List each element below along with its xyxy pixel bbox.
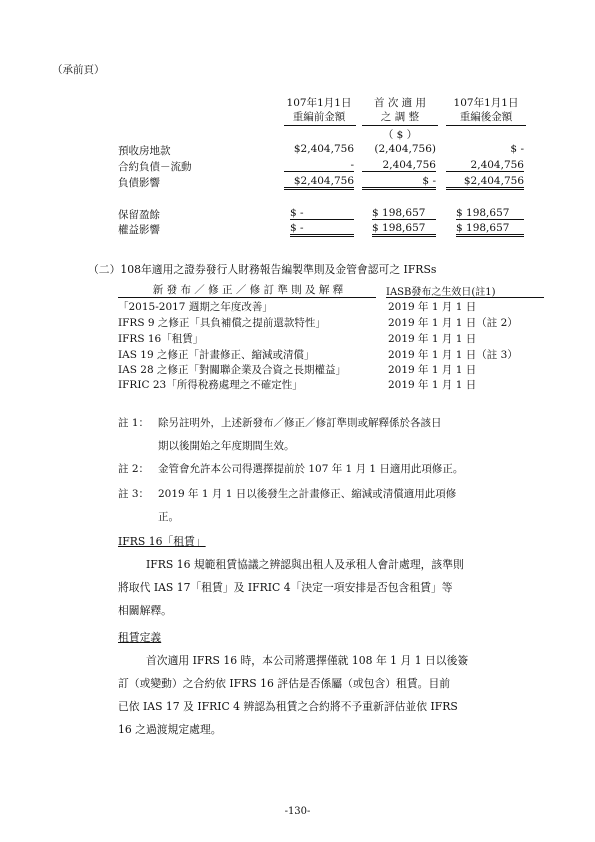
standard-date: 2019 年 1 月 1 日 [388, 364, 477, 376]
row-c1: $2,404,756 [284, 175, 354, 190]
col3-header-line1: 107年1月1日 [453, 97, 519, 109]
standard-date: 2019 年 1 月 1 日（註 3） [388, 349, 518, 361]
row-label: 保留盈餘 [118, 209, 160, 221]
standards-header-col1: 新 發 布 ／ 修 正 ／ 修 訂 準 則 及 解 釋 [152, 284, 344, 296]
row-c3: $ 198,657 [456, 207, 524, 220]
row-c3: $2,404,756 [446, 175, 524, 190]
col3-header [446, 96, 526, 124]
standard-name: IAS 28 之修正「對關聯企業及合資之長期權益」 [118, 364, 346, 376]
row-c3: $ - [510, 143, 524, 155]
row-c2: 2,404,756 [362, 159, 436, 172]
col1-header-line1: 107年1月1日 [286, 97, 352, 109]
row-c2: $ 198,657 [372, 222, 436, 237]
col2-header-line2: 之 調 整 [380, 111, 420, 123]
row-c1: $ - [290, 222, 354, 237]
standards-header-rule2 [386, 297, 544, 298]
standards-header-col2: IASB發布之生效日(註1) [386, 287, 496, 298]
note-2-text: 金管會允許本公司得選擇提前於 107 年 1 月 1 日適用此項修正。 [158, 463, 464, 475]
row-c1: - [284, 159, 354, 172]
row-c2: $ - [362, 175, 436, 190]
col2-header-rule [362, 125, 438, 126]
ifrs16-heading: IFRS 16「租賃」 [118, 535, 206, 548]
col2-header-line1: 首 次 適 用 [373, 97, 426, 109]
col1-header [284, 96, 354, 124]
lease-definition-heading: 租賃定義 [118, 631, 162, 644]
standard-name: IFRIC 23「所得稅務處理之不確定性」 [118, 379, 303, 391]
standard-date: 2019 年 1 月 1 日 [388, 301, 477, 313]
standard-name: IAS 19 之修正「計畫修正、縮減或清償」 [118, 349, 315, 361]
standards-header-rule1 [118, 297, 376, 298]
row-c1: $ - [290, 207, 354, 220]
col3-header-rule [446, 125, 526, 126]
standard-date: 2019 年 1 月 1 日（註 2） [388, 317, 518, 329]
section-heading: （二）108年適用之證券發行人財務報告編製準則及金管會認可之 IFRSs [88, 263, 437, 276]
col1-header-line2: 重編前金額 [292, 111, 346, 123]
note-1-label: 註 1： [118, 417, 150, 429]
standard-name: IFRS 9 之修正「具負補償之提前還款特性」 [118, 317, 326, 329]
col2-currency: （ $ ） [382, 129, 418, 141]
ifrs16-line1: IFRS 16 規範租賃協議之辨認與出租人及承租人會計處理，該準則 [146, 558, 464, 571]
lease-def-line3: 已依 IAS 17 及 IFRIC 4 辨認為租賃之合約將不予重新評估並依 IFRS [118, 700, 458, 713]
note-2-label: 註 2： [118, 463, 150, 475]
note-3-label: 註 3： [118, 488, 150, 500]
row-label: 合約負債－流動 [118, 161, 192, 173]
col1-header-rule [284, 125, 356, 126]
row-c3: $ 198,657 [456, 222, 524, 237]
ifrs16-line2: 將取代 IAS 17「租賃」及 IFRIC 4「決定一項安排是否包含租賃」等 [118, 581, 453, 594]
standard-name: 「2015-2017 週期之年度改善」 [118, 301, 273, 313]
standard-date: 2019 年 1 月 1 日 [388, 333, 477, 345]
continued-label: （承前頁） [52, 64, 105, 76]
note-3-line2: 正。 [158, 511, 179, 523]
row-c1: $2,404,756 [293, 143, 354, 155]
note-1-line1: 除另註明外，上述新發布／修正／修訂準則或解釋係於各該日 [158, 417, 442, 429]
row-label: 預收房地款 [118, 145, 171, 157]
standard-date: 2019 年 1 月 1 日 [388, 379, 477, 391]
row-label: 權益影響 [118, 224, 160, 236]
page-number: -130- [284, 806, 311, 817]
note-1-line2: 期以後開始之年度期間生效。 [158, 440, 295, 452]
row-label: 負債影響 [118, 177, 160, 189]
note-1-text [158, 412, 442, 458]
note-3-text [158, 483, 456, 529]
standard-name: IFRS 16「租賃」 [118, 333, 204, 345]
col2-header [362, 96, 438, 124]
lease-def-line4: 16 之過渡規定處理。 [118, 723, 222, 736]
ifrs16-paragraph [118, 553, 464, 622]
col3-header-line2: 重編後金額 [459, 111, 513, 123]
row-c3: 2,404,756 [446, 159, 524, 172]
ifrs16-line3: 相關解釋。 [118, 604, 172, 617]
note-3-line1: 2019 年 1 月 1 日以後發生之計畫修正、縮減或清償適用此項修 [158, 488, 457, 500]
lease-def-line2: 訂（或變動）之合約依 IFRS 16 評估是否係屬（或包含）租賃。目前 [118, 677, 451, 690]
row-c2: $ 198,657 [372, 207, 436, 220]
lease-definition-paragraph [118, 649, 468, 741]
lease-def-line1: 首次適用 IFRS 16 時，本公司將選擇僅就 108 年 1 月 1 日以後簽 [146, 654, 469, 667]
row-c2: (2,404,756) [374, 143, 436, 155]
